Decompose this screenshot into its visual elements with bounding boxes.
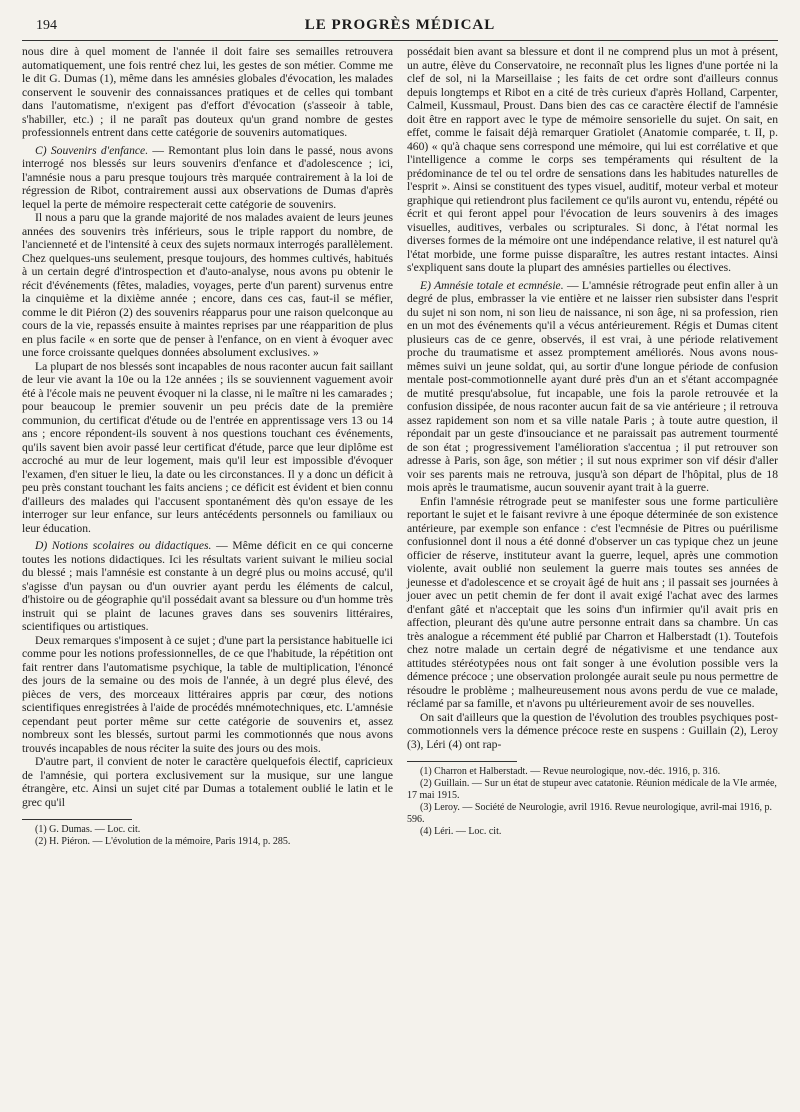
paragraph: Deux remarques s'imposent à ce sujet ; d'une part la persistance habituelle ici comme pour les notions professionnelles, de ce que l'habitude, la répétition ont fait rentrer dans l'automatisme psychique, la table de multiplication, l'énoncé des jours de la semaine ou des mois de l'année, à un degré plus élevé, des pièces de vers, des morceaux littéraires appris par cœur, des notions scientifiques enregistrées à l'aide de procédés mnémotechniques, etc. L'amnésie cependant peut porter même sur cette catégorie de souvenirs et, assez nombreux sont les blessés, surtout parmi les commotionnés que nous avons trouvés incapables de nous réciter la suite des jours ou des mois. — [22, 633, 393, 755]
two-column-body — [22, 45, 778, 1085]
section-heading: D) Notions scolaires ou didactiques. — [35, 539, 212, 552]
section-d — [22, 539, 393, 634]
paragraph: Enfin l'amnésie rétrograde peut se manifester sous une forme particulière reportant le sujet et le faisant revivre à une époque déterminée de son existence antérieure, par exemple son enfance : c'est l'ecmnésie de Pitres ou puérilisme confusionnel dont il nous a été donné d'observer un cas typique chez un jeune officier de réserve, instituteur avant la guerre, lequel, après une commotion violente, avait oublié non seulement la guerre mais toutes ses années de jeunesse et d'adolescence et se croyait âgé de huit ans ; il passait ses journées à jouer avec un petit chemin de fer dont il avait exigé l'achat avec des larmes d'enfant gâté et n'acceptait que les soins d'un infirmier qu'il avait pris en affection, pleurant dès qu'une autre personne entrait dans sa chambre. Un cas très analogue a récemment été publié par Charron et Halberstadt (1). Toutefois chez notre malade un certain degré de négativisme et une tendance aux attitudes stéréotypées nous ont fait songer à une évolution possible vers la démence précoce ; une observation prolongée aurait seule pu nous permettre de résoudre le problème ; malheureusement nous avons perdu de vue ce malade, réclamé par sa famille, et n'avons pu ultérieurement avoir de ses nouvelles. — [407, 494, 778, 710]
journal-title: LE PROGRÈS MÉDICAL — [304, 17, 496, 33]
footnote-separator — [407, 761, 517, 762]
footnote: (4) Léri. — Loc. cit. — [420, 826, 502, 837]
footnote: (1) Charron et Halberstadt. — Revue neurologique, nov.-déc. 1916, p. 316. — [420, 766, 721, 777]
left-column — [22, 45, 393, 1085]
header-rule — [22, 40, 778, 41]
section-heading: E) Amnésie totale et ecmnésie. — [420, 278, 564, 292]
paragraph: Il nous a paru que la grande majorité de nos malades avaient de leurs jeunes années des souvenirs très inférieurs, sous le triple rapport du nombre, de l'ancienneté et de l'intensité à ceux des sujets normaux interrogés parallèlement. Chez quelques-uns seulement, presque toujours, des hommes cultivés, habitués à un certain degré d'introspection et d'auto-analyse, nous avons pu obtenir le récit d'événements (fêtes, maladies, voyages, perte d'un parent) survenus entre la cinquième et la dixième année ; encore, dans ces cas, faut-il se méfier, comme le dit Piéron (2) des souvenirs réapparus pour une raison quelconque au cours de la vie, repassés ensuite à maintes reprises par une réapparition de plus en plus facile « en sorte que de penser à l'enfance, on en vient à évoquer avec une force croissante quelques données absolument exclusives. » — [22, 211, 393, 359]
paragraph: nous dire à quel moment de l'année il doit faire ses semailles retrouvera automatiquement, une fois rentré chez lui, les gestes de son métier. Comme me le dit G. Dumas (1), même dans les amnésies globales d'évocation, les malades conservent le souvenir des connaissances pratiques et de celles qui tombant dans l'automatisme, n'exigent pas d'effort d'évocation (s'asseoir à table, s'habiller, etc.) ; il ne paraît pas douteux qu'un grand nombre de gestes professionnels entrent dans cette catégorie de souvenirs automatiques. — [22, 45, 393, 139]
footnote: (2) Guillain. — Sur un état de stupeur avec catatonie. Réunion médicale de la VIe armée, 17 mai 1915. — [407, 778, 777, 801]
section-text: — Remontant plus loin dans le passé, nous avons interrogé nos blessés sur leurs souvenirs d'enfance et d'adolescence ; ici, l'amnésie nous a paru presque toujours très marquée contrairement à la loi de régression de Ribot, contrairement aussi aux observations de Dumas d'après lequel la perte de mémoire respecterait cette catégorie de souvenirs. — [22, 143, 394, 211]
section-e — [407, 279, 778, 495]
section-text: — L'amnésie rétrograde peut enfin aller à un degré de plus, embrasser la vie entière et ne laisser rien subsister dans l'esprit du sujet ni son nom, ni son lieu de naissance, ni son âge, ni sa profession, rien en un mot des événements qu'il a vécus antérieurement. Régis et Dumas citent plusieurs cas de ce genre, observés, il est vrai, à une période relativement proche du traumatisme et assez promptement améliorés. Nous avons nous-mêmes suivi un jeune soldat, qui, au sortir d'une longue période de confusion mentale post-commotionnelle ayant duré près d'un an et s'étant accompagnée de mutité presqu'absolue, fut incapable, une fois la parole retrouvée et la confusion dissipée, de nous raconter aucun fait de sa vie antérieure ; il retrouva assez rapidement son nom et sa ville natale Paris ; à toute autre question, il répondait par un geste d'insouciance et ne paraissait pas autrement tourmenté de son état ; progressivement l'amélioration s'accentua ; il put retrouver son adresse à Paris, son âge, son métier ; il sut nous exprimer son vif désir d'aller voir ses parents mais ne retrouva, jusqu'à son départ de l'hôpital, plus de 18 mois après le traumatisme, aucun souvenir ayant trait à la guerre. — [407, 278, 778, 494]
paragraph: La plupart de nos blessés sont incapables de nous raconter aucun fait saillant de leur vie avant la 10e ou la 12e années ; ils se souviennent vaguement avoir été à l'école mais ne peuvent évoquer ni la classe, ni le maître ni les camarades ; pour beaucoup le premier souvenir un peu précis date de la première communion, du certificat d'étude ou de l'entrée en apprentissage vers 13 ou 14 ans ; encore répondent-ils souvent à nos questions touchant ces événements, qu'ils savent bien avoir passé leur certificat d'étude, parce que leur diplôme est accroché au mur de leur logement, mais qu'il leur est impossible d'évoquer l'examen, d'en situer le lieu, la date ou les circonstances. Il y a donc un déficit à peu près constant touchant les faits anciens ; ce déficit est évident et bien connu d'ailleurs des malades qui l'accusent spontanément dès qu'on essaye de les interroger sur leur enfance, sur leurs antécédents personnels ou familiaux ou leur éducation. — [22, 359, 393, 535]
footnote: (2) H. Piéron. — L'évolution de la mémoire, Paris 1914, p. 285. — [35, 836, 291, 847]
footnote: (1) G. Dumas. — Loc. cit. — [35, 824, 141, 835]
paragraph: possédait bien avant sa blessure et dont il ne comprend plus un mot à présent, un autre, élève du Conservatoire, ne reconnaît plus les lignes d'une portée ni la clef de sol, ni la Marseillaise ; les faits de cet ordre sont d'ailleurs connus depuis longtemps et Ribot en a cité de très curieux d'après Holland, Carpenter, Calmeil, Kussmaul, Proust. Dans bien des cas ce caractère électif de l'amnésie doit être en rapport avec le type de mémoire sensorielle du sujet. On sait, en effet, comme le faisait déjà remarquer Gratiolet (Anatomie comparée, t. II, p. 460) « qu'à chaque sens correspond une mémoire, qui lui est corrélative et que l'intelligence a comme le corps ses tempéraments qui résultent de la prédominance de tel ou tel ordre de sensations dans les habitudes naturelles de l'esprit ». Ainsi se constituent des types visuel, auditif, moteur verbal et moteur graphique qui retiendront plus facilement ce qu'ils auront vu, entendu, répété ou écrit et qui feront appel pour l'évocation de leurs souvenirs à des images visuelles, auditives, verbales ou scripturales. Si donc, à l'état normal les diverses formes de la mémoire ont une indépendance relative, il est naturel qu'à l'état morbide, une forme puisse disparaître, les autres restant intactes. Ainsi s'expliquent sans doute la plupart des amnésies partielles ou électives. — [407, 45, 778, 274]
page-header — [22, 14, 778, 40]
paragraph: On sait d'ailleurs que la question de l'évolution des troubles psychiques post-commotionnels vers la démence précoce reste en suspens : Guillain (2), Leroy (3), Léri (4) ont rap- — [407, 710, 778, 751]
footnote-separator — [22, 819, 132, 820]
section-text: — Même déficit en ce qui concerne toutes les notions didactiques. Ici les résultats varient suivant le milieu social du blessé ; mais l'amnésie est constante à un degré plus ou moins accusé, qu'il s'agisse d'un paysan ou d'un ouvrier ayant perdu les éléments de calcul, d'histoire ou de géographie qu'il possédait avant sa blessure ou d'un homme très instruit qui se plaint de lacunes graves dans ses souvenirs littéraires, scientifiques ou artistiques. — [22, 539, 393, 633]
page-number: 194 — [36, 18, 57, 33]
section-heading: C) Souvenirs d'enfance. — [35, 143, 149, 157]
right-column — [407, 45, 778, 1085]
paragraph: D'autre part, il convient de noter le caractère quelquefois électif, capricieux de l'amnésie, qui portera exclusivement sur la musique, sur une langue étrangère, etc. Ainsi un sujet cité par Dumas a totalement oublié le latin et le grec qu'il — [22, 755, 393, 809]
footnote: (3) Leroy. — Société de Neurologie, avril 1916. Revue neurologique, avril-mai 1916, p. 596. — [407, 802, 773, 825]
section-c — [22, 144, 393, 212]
